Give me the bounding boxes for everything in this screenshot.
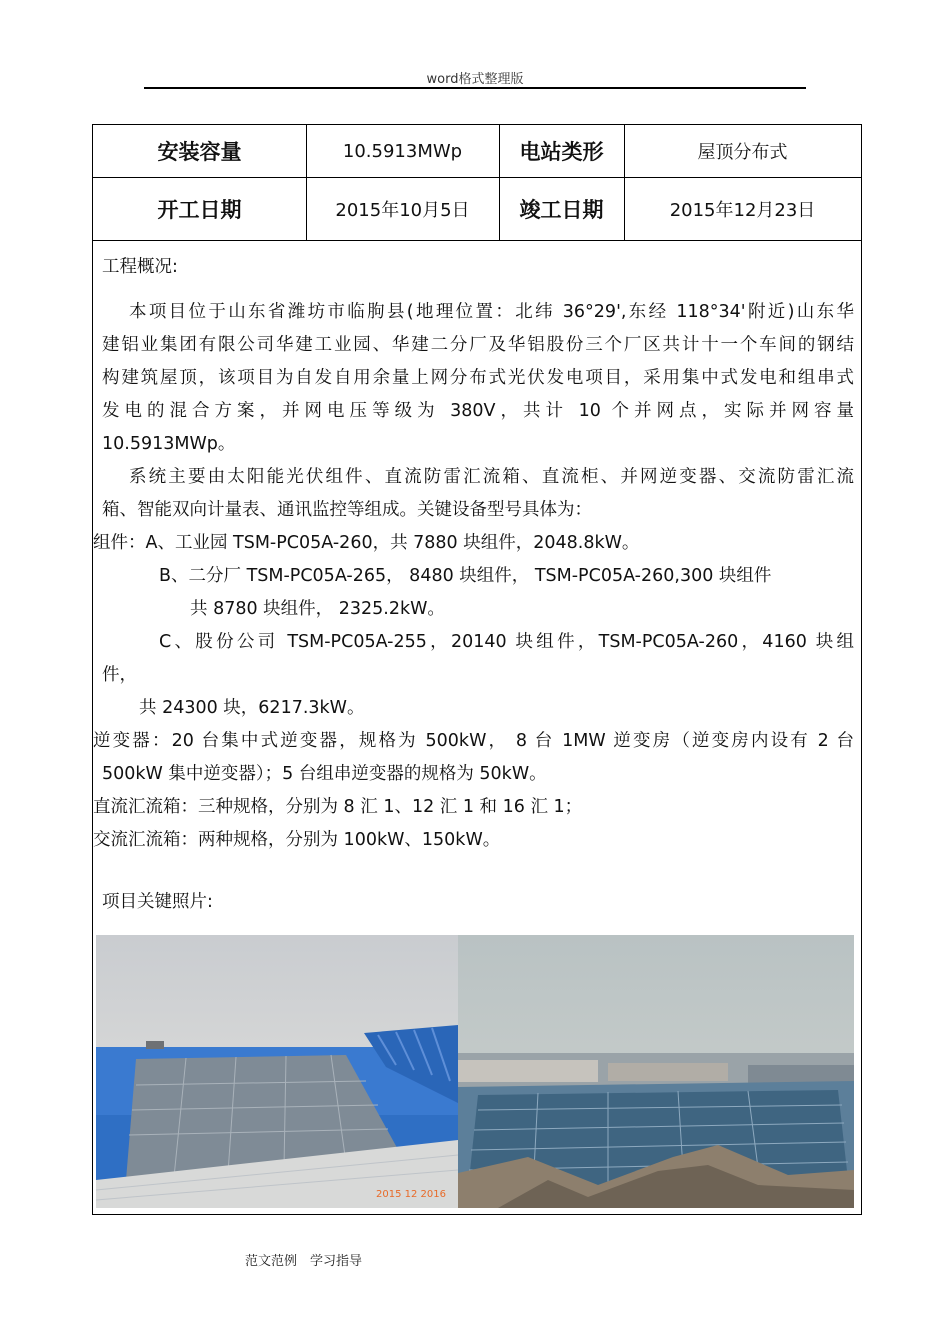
- start-date-value: 2015年10月5日: [335, 199, 470, 221]
- station-type-value: 屋顶分布式: [697, 142, 788, 163]
- project-overview: [93, 251, 854, 919]
- project-table: [92, 124, 862, 1215]
- inverter-line: 逆变器：20 台集中式逆变器，规格为 500kW， 8 台 1MW 逆变房（逆变房内设有 2 台: [93, 731, 854, 751]
- overview-line: 本项目位于山东省潍坊市临朐县(地理位置：北纬 36°29',东经 118°34'附近)山东华: [129, 302, 854, 322]
- module-line: 共 8780 块组件， 2325.2kW。: [190, 599, 445, 619]
- completion-date-label: 竣工日期: [519, 197, 604, 222]
- overview-line: 发电的混合方案，并网电压等级为 380V，共计 10 个并网点，实际并网容量: [102, 401, 854, 421]
- module-line: 组件：A、工业园 TSM-PC05A-260，共 7880 块组件，2048.8kW。: [93, 533, 640, 553]
- module-line: C、股份公司 TSM-PC05A-255，20140 块组件，TSM-PC05A-260，4160 块组: [159, 632, 854, 652]
- row-divider-2: [93, 240, 861, 241]
- module-line: 共 24300 块，6217.3kW。: [139, 698, 365, 718]
- system-line: 系统主要由太阳能光伏组件、直流防雷汇流箱、直流柜、并网逆变器、交流防雷汇流: [129, 467, 854, 487]
- module-line: 件，: [102, 665, 137, 685]
- overview-line: 建铝业集团有限公司华建工业园、华建二分厂及华铝股份三个厂区共计十一个车间的钢结: [102, 335, 854, 355]
- overview-line: 10.5913MWp。: [102, 434, 236, 454]
- factory-rooftop-photo: [458, 935, 854, 1208]
- photos-heading: 项目关键照片:: [102, 892, 213, 912]
- overview-heading: 工程概况:: [102, 257, 178, 277]
- ac-combiner-line: 交流汇流箱：两种规格，分别为 100kW、150kW。: [93, 830, 501, 850]
- capacity-label: 安装容量: [157, 140, 242, 164]
- page-footer: 范文范例 学习指导: [245, 1254, 363, 1269]
- photo-date-stamp: 2015 12 2016: [376, 1189, 446, 1200]
- start-date-label: 开工日期: [157, 197, 242, 222]
- dc-combiner-line: 直流汇流箱：三种规格，分别为 8 汇 1、12 汇 1 和 16 汇 1；: [93, 797, 583, 817]
- completion-date-value: 2015年12月23日: [669, 199, 816, 221]
- rooftop-panels-photo: [96, 935, 458, 1208]
- capacity-value: 10.5913MWp: [342, 140, 463, 162]
- module-line: B、二分厂 TSM-PC05A-265， 8480 块组件， TSM-PC05A-260,300 块组件: [159, 566, 772, 586]
- header-rule: [144, 87, 806, 89]
- system-line: 箱、智能双向计量表、通讯监控等组成。关键设备型号具体为：: [102, 500, 592, 520]
- overview-line: 构建筑屋顶，该项目为自发自用余量上网分布式光伏发电项目，采用集中式发电和组串式: [102, 368, 854, 388]
- page-header: word格式整理版: [426, 72, 524, 87]
- station-type-label: 电站类形: [519, 140, 604, 164]
- inverter-line: 500kW 集中逆变器）；5 台组串逆变器的规格为 50kW。: [102, 764, 547, 784]
